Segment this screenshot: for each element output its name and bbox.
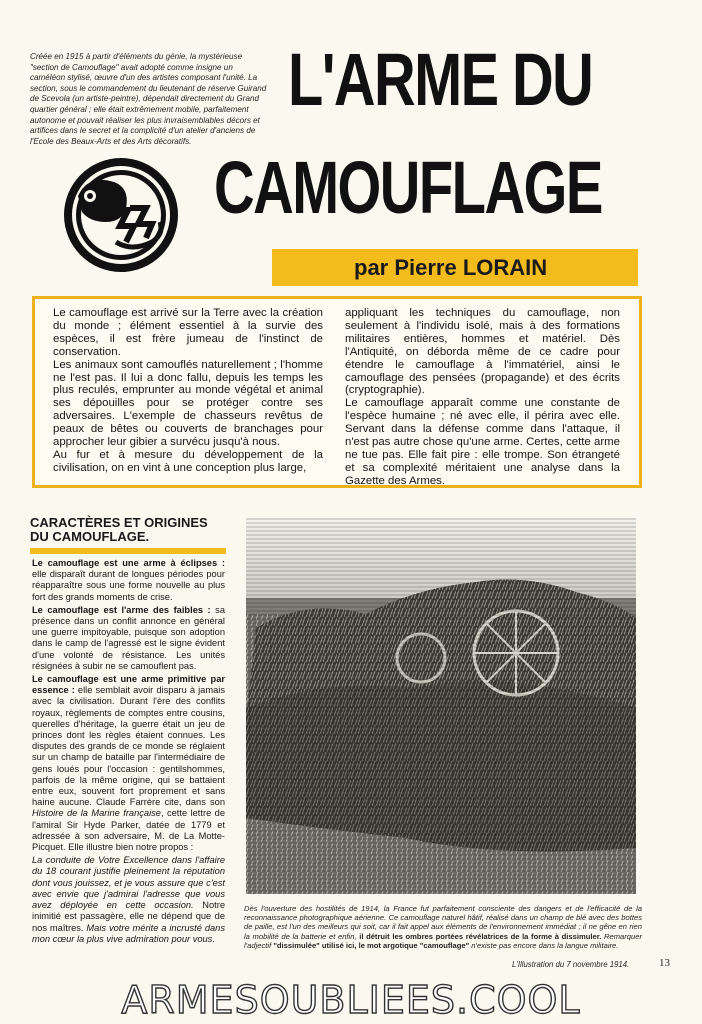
intro-box-right-column — [345, 307, 620, 488]
caption-text: n'existe pas encore dans la langue militaire. — [469, 940, 619, 950]
photo-credit: L'Illustration du 7 novembre 1914. — [512, 960, 630, 969]
caption-bold: "dissimulée" utilisé ici, le mot argotique "camouflage" — [273, 940, 470, 950]
section-rule — [30, 548, 226, 554]
quote-text: La conduite de Votre Excellence dans l'affaire du 18 courant justifie pleinement la réputation dont vous jouissez, et je vous assure que c'est avec envie que j'admirai l'adresse que vous avez déployée en cette occasion. — [32, 855, 225, 911]
box-paragraph — [345, 397, 620, 487]
body-paragraph — [32, 674, 225, 853]
body-lead: Le camouflage est une arme à éclipses : — [32, 558, 225, 568]
box-paragraph-text: Le camouflage apparaît comme une constante de l'espèce humaine ; né avec elle, il périra avec elle. Servant dans la défense comme dans l'attaque, il n'est pas autre chose qu'une arme. Certes, cette arme ne tue pas. Elle fait pire : elle trompe. Son étrangeté et sa complexité méritaient une analyse dans la — [345, 397, 620, 474]
intro-box-left-column — [53, 307, 323, 475]
caption-bold: il détruit les ombres portées révélatrices de la forme à dissimuler. — [359, 931, 602, 941]
box-paragraph: Le camouflage est arrivé sur la Terre avec la création du monde ; élément essentiel à la survie des espèces, il est frère jumeau de l'instinct de conservation. — [53, 307, 323, 358]
box-paragraph: Au fur et à mesure du développement de la civilisation, on en vint à une conception plus large, — [53, 448, 323, 474]
body-text: , cette lettre de l'amiral Sir Hyde Parker, datée de 1779 et adressée à son adversaire, M. de La Motte-Picquet. Elle illustre bien notre propos : — [32, 808, 226, 853]
body-text: elle disparaît durant de longues périodes pour réapparaître sous une forme nouvelle au plus fort des grands moments de crise. — [32, 569, 225, 602]
body-paragraph — [32, 605, 225, 672]
quote-middle: Notre inimitié est passagère, elle ne dépend que de nos maîtres. — [32, 900, 225, 933]
section-heading-line-2: DU CAMOUFLAGE. — [30, 529, 150, 544]
section-heading — [30, 516, 230, 544]
quote-text: Mais votre mérite a incrusté dans mon cœur la plus vive admiration pour vous. — [32, 922, 225, 944]
quote-paragraph — [32, 855, 225, 945]
body-lead: Le camouflage est l'arme des faibles : — [32, 604, 211, 615]
camouflaged-battery-photo — [246, 518, 636, 894]
body-lead: Le camouflage est une arme primitive par essence : — [32, 674, 225, 696]
watermark: ARMESOUBLIEES.COOL — [121, 978, 581, 1022]
intro-paragraph: Créée en 1915 à partir d'éléments du génie, la mystérieuse "section de Camouflage" avait adopté comme insigne un caméléon stylisé, œuvre d'un des artistes composant l'unité. La section, sous le commandement du lieutenant de réserve Guirand de Scevola (un artiste-peintre), dépendait directement du Grand quartier général ; elle était extrêmement mobile, parfaitement autonome et pouvait réaliser les plus invraisemblables décors et artifices dans le secret et la complicité d'un atelier d'anciens de l'Ecole des Beaux-Arts et des Arts décoratifs. — [30, 52, 267, 146]
box-paragraph: appliquant les techniques du camouflage, non seulement à l'individu isolé, mais à des formations militaires entières, hommes et matériel. Dès l'Antiquité, on déborda même de ce cadre pour étendre le camouflage à l'immatériel, ainsi le camouflage des pensées (propagande) et des écrits (cryptographie). — [345, 307, 620, 397]
body-text: sa présence dans un conflit annonce en général une guerre impitoyable, puisque son adoption dans le camp de l'agressé est le signe évident d'une volonté de résistance. Les unités résignées à subir ne se camouflent pas. — [32, 604, 225, 671]
byline: par Pierre LORAIN — [354, 255, 548, 280]
body-text: elle semblait avoir disparu à jamais avec la civilisation. Durant l'ère des conflits royaux, règlements de comptes entre cousins, querelles d'héritage, la guerre était un jeu de princes dont les règles étaient connues. Les disputes des grands de ce monde se réglaient sur un champ de bataille par l'intermédiaire de gens loués pour l'occasion : gentilshommes, parfois de la même origine, qui se battaient entre eux, souvent fort proprement et sans haine aucune. Claude Farrère cite, dans son — [32, 685, 225, 808]
section-heading-line-1: CARACTÈRES ET ORIGINES — [30, 515, 208, 530]
chameleon-insignia-icon — [60, 152, 182, 278]
title-line-1: L'ARME DU — [288, 38, 593, 121]
box-paragraph: Les animaux sont camouflés naturellement ; l'homme ne l'est pas. Il lui a donc fallu, depuis les temps les plus reculés, emprunter au monde végétal et animal ses dépouilles pour se protéger contre ses adversaires. L'exemple de chasseurs revêtus de peaux de bêtes ou couverts de branchages pour approcher leur gibier a survécu jusqu'à nous. — [53, 358, 323, 449]
caption-text: Dès l'ouverture des hostilités de 1914, la France fut parfaitement consciente des dangers et de l'efficacité de la reconnaissance photographique aérienne. Ce camouflage naturel hâtif, réalisé dans un champ de blé avec des bottes de paille, est l'un des meilleurs qui soit, car il fait appel aux éléments de l'environnement immédiat ; il ne gêne en rien la mobilité de la batterie et enfin, — [244, 904, 642, 941]
gazette-name: Gazette des Armes. — [345, 474, 446, 487]
body-paragraph — [32, 558, 225, 603]
title-line-2: CAMOUFLAGE — [214, 146, 602, 229]
photo-caption — [244, 904, 642, 950]
body-column — [32, 558, 225, 947]
intro-box — [32, 296, 642, 488]
page-number: 13 — [659, 957, 670, 969]
book-title: Histoire de la Marine française — [32, 808, 161, 819]
caption-text: Remarquer l'adjectif — [244, 931, 642, 950]
